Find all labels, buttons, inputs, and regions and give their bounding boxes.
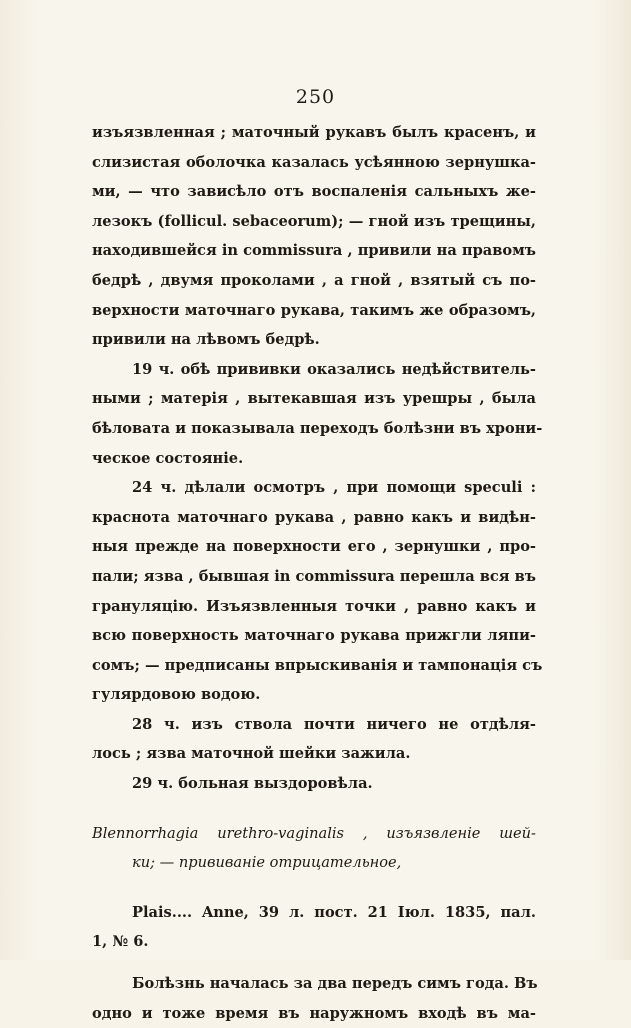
text-line: верхности маточнаго рукава, такимъ же образомъ, [92, 301, 536, 319]
text-line: 19 ч. обѣ прививки оказались недѣйствитель- [132, 360, 536, 378]
text-line: бедрѣ , двумя проколами , а гной , взятый съ по- [92, 271, 536, 289]
text-line: сомъ; — предписаны впрыскиванія и тампонація съ [92, 656, 543, 674]
text-line: ныя прежде на поверхности его , зернушки , про- [92, 538, 536, 556]
text-line: всю поверхность маточнаго рукава прижгли ляпи- [92, 627, 536, 645]
spacer [92, 799, 536, 819]
text-line: привили на лѣвомъ бедрѣ. [92, 331, 320, 349]
section-heading: Blennorrhagia urethro-vaginalis , изъязвленіе шей- [92, 824, 536, 842]
text-line: гулярдовою водою. [92, 686, 261, 704]
text-line: пали; язва , бывшая in commissura перешла вся въ [92, 567, 536, 585]
spacer [92, 957, 536, 969]
case-header: Plais.... Anne, 39 л. пост. 21 Іюл. 1835, пал. [132, 903, 536, 921]
text-line: изъязвленная ; маточный рукавъ былъ красенъ, и [92, 124, 536, 141]
text-line: 28 ч. изъ ствола почти ничего не отдѣля- [132, 715, 536, 733]
text-line: грануляцію. Изъязвленныя точки , равно какъ и [92, 597, 536, 615]
text-line: находившейся in commissura , привили на правомъ [92, 242, 536, 260]
section-heading: ки; — прививаніе отрицательное, [132, 854, 402, 872]
text-line: ческое состояніе. [92, 449, 244, 467]
body-text [92, 118, 543, 1028]
text-line: лось ; язва маточной шейки зажила. [92, 745, 411, 763]
text-line: одно и тоже время въ наружномъ входѣ въ ма- [92, 1004, 536, 1022]
text-line: слизистая оболочка казалась усѣянною зернушка- [92, 153, 536, 171]
text-line: ными ; матерія , вытекавшая изъ урешры , была [92, 390, 536, 408]
text-line: лезокъ (follicul. sebaceorum); — гной изъ трещины, [92, 212, 536, 230]
text-line: 29 ч. больная выздоровѣла. [132, 775, 373, 793]
text-line: Болѣзнь началась за два передъ симъ года. Въ [132, 975, 538, 993]
text-line: бѣловата и показывала переходъ болѣзни въ хрони- [92, 419, 543, 437]
page-number: 250 [295, 86, 336, 108]
text-line: 24 ч. дѣлали осмотръ , при помощи speculi : [132, 479, 536, 497]
text-line: ми, — что зависѣло отъ воспаленія сальныхъ же- [92, 183, 536, 201]
case-header: 1, № 6. [92, 933, 149, 951]
spacer [92, 878, 536, 898]
text-line: краснота маточнаго рукава , равно какъ и видѣн- [92, 508, 536, 526]
